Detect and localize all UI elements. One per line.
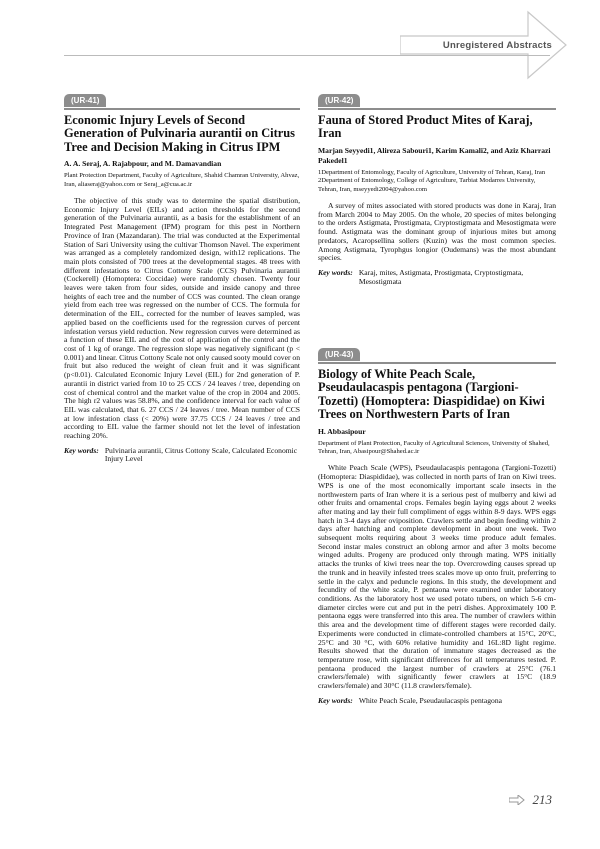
article-abstract: White Peach Scale (WPS), Pseudaulacaspis pentagona (Targioni-Tozetti) (Homoptera: Diaspididae), was collected in north parts of Iran on Kiwi trees. WPS is one of the most economically important scale insects in the northwestern parts of Iran where it is a serious pest of mulberry and kiwi ad other fruits and ornamental crops. Females begin laying eggs about 2 weeks after mating and lay their full compliment of eggs within 8-9 days. WPS eggs hatch in 3-4 days after oviposition. Crawlers settle and begin feeding within 2 days after hatching and complete development in about one week. Two subsequent molts requiring about 3 weeks time produce adult females. Second instar males construct an oblong armor and after 3 molts become winged adults. Progeny are produced only through mating. WPS initially attacks the trunks of kiwi trees near the top. Overcrowding causes spread up the trunk and in heavily infested trees scales move up onto fruit, preferring to settle in the calyx and peduncle regions. In this study, the development and fecundity of the white scale, P. pentaona were examined under laboratory conditions. As the laboratory host we used potato tubers, on which 5-6 cm-diameter circles were cut and put in the petri dishes. Approximately 100 P. pentaona eggs were transferred into this area. The number of crawlers within this area and the development time of different stages were recorded daily. Experiments were conducted in climate-controlled chambers at 15°C, 20°C, 25°C and 30 °C, with 60% relative humidity and 16L:8D light regime. Results showed that the duration of immature stages decreased as the temperature rose, with significant differences for all temperatures tested. P. pentaona produced the largest number of crawlers at 25°C (76.1 crawlers/female) with significantly fewer crawlers at 15°C (18.9 crawlers/female) and 30°C (11.8 crawlers/female).: [318, 463, 556, 691]
keywords: [318, 269, 556, 286]
article-authors: Marjan Seyyedi1, Alireza Sabouri1, Karim Kamali2, and Aziz Kharrazi Pakedel1: [318, 145, 551, 165]
article-ur42: [318, 90, 556, 286]
page-footer: [509, 792, 553, 808]
keywords-label: Key words:: [318, 267, 353, 277]
affiliation-item: Plant Protection Department, Faculty of Agriculture, Shahid Chamran University, Ahvaz, Iran, aliaseraj@yahoo.com or Seraj_a@cua.ac.ir: [64, 172, 300, 188]
article-ur43: [318, 344, 556, 705]
article-code: (UR-42): [318, 94, 360, 107]
tag-divider: [318, 362, 556, 364]
section-title: Unregistered Abstracts: [442, 40, 552, 51]
article-code: (UR-41): [64, 94, 106, 107]
affiliation-item: 1Department of Entomology, Faculty of Agriculture, University of Tehran, Karaj, Iran: [318, 168, 546, 176]
keywords: [64, 447, 300, 464]
keywords-text: Pulvinaria aurantii, Citrus Cottony Scale, Calculated Economic Injury Level: [104, 445, 298, 464]
article-code: (UR-43): [318, 348, 360, 361]
keywords-label: Key words:: [64, 445, 99, 455]
page-number: 213: [532, 792, 552, 807]
article-affiliations: [318, 440, 556, 457]
article-authors: H. Abbasipour: [318, 426, 366, 436]
article-affiliations: [64, 172, 300, 189]
keywords: [318, 697, 556, 706]
keywords-label: Key words:: [318, 695, 353, 705]
article-authors: A. A. Seraj, A. Rajabpour, and M. Damavandian: [64, 159, 222, 169]
affiliation-item: Department of Plant Protection, Faculty of Agricultural Sciences, University of Shahed, Tehran, Iran, Abasipour@Shahed.ac.ir: [318, 439, 550, 456]
article-title: Biology of White Peach Scale, Pseudaulacaspis pentagona (Targioni-Tozetti) (Homoptera: Diaspididae) on Kiwi Trees on Northwestern Parts of Iran: [318, 367, 545, 422]
article-abstract: The objective of this study was to determine the spatial distribution, Economic Injury Level (EILs) and action thresholds for the second generation of the Pulvinaria aurantii, as a basis for the establishment of an Integrated Pest Management (IPM) program for this pest in Northern Province of Iran (Mazandaran). The trial was conducted at the Experimental Station of Sari University using the cultivar Thomson Navel. The experiment was arranged as a completely randomized design, with12 replications. The main plots consisted of 700 trees at the developmental stages. 48 trees with different infestations to Citrus Cottony Scale (CCS) Pulvinaria aurantii (Cockerell) (Homoptera: Coccidae) were randomly chosen. Twenty four leaves were taken from four sides, outside and inside canopy and three heights of each tree and the number of CCS was counted. The clean orange yield from each tree was regressed on the number of CCS. The formula for determination of the EIL, corrected for the number of leaves sampled, was applied based on the coefficients used for the regression curves of percent infestation versus yield reduction. New regression curves were determined as a function of these EIL and of the cost of application of the control and the cost of 1 kg of orange. The regression slope was negatively significant (p < 0.001) and linear. Citrus Cottony Scale not only caused sooty mould cover on fruit but also reduced the weight of clean fruit and it was significant (p<0.01). Calculated Economic Injury Level (EIL) for 2nd generation of P. aurantii in district varied from 10 to 25 CCS / 24 leaves / tree, depending on cost of chemical control and the market value of the crop in 2004 and 2005. The high r2 values was 58.8%, and the confidence interval for each value of EIL was calculated, that 6. 27 CCS / 24 leaves / tree. Mean number of CCS at low infestation class (< 20%) were 37.75 CCS / 24 leaves / tree and according to EIL value the farmer should not let the level of infestation reaching 20%.: [64, 196, 300, 441]
keywords-text: Karaj, mites, Astigmata, Prostigmata, Cryptostigmata, Mesostigmata: [358, 267, 524, 286]
hollow-arrow-icon: [509, 795, 525, 805]
tag-divider: [64, 108, 300, 110]
keywords-text: White Peach Scale, Pseudaulacaspis pentagona: [358, 695, 502, 705]
article-title: Fauna of Stored Product Mites of Karaj, Iran: [318, 113, 533, 141]
article-affiliations: [318, 169, 556, 194]
article-title: Economic Injury Levels of Second Generation of Pulvinaria aurantii on Citrus Tree and Decision Making in Citrus IPM: [64, 113, 295, 154]
header-rule: [64, 55, 550, 56]
article-ur41: [64, 90, 300, 464]
affiliation-item: 2Department of Entomology, College of Agriculture, Tarbiat Modarres University, Tehran, Iran, mseyyedi2004@yahoo.com: [318, 177, 536, 193]
article-abstract: A survey of mites associated with stored products was done in Karaj, Iran from March 2004 to May 2005. On the whole, 20 species of mites belonging to the orders Astigmata, Prostigmata, Cryptostigmata and Mesostigmata were found. Astigmata was the dominant group of injurious mites but among predators, Acaropsellina sollers (Kuzin) was the most common species. Among Astigmata, Tyrophgus longior (Oudemans) was the most abundant species.: [318, 201, 556, 263]
tag-divider: [318, 108, 556, 110]
